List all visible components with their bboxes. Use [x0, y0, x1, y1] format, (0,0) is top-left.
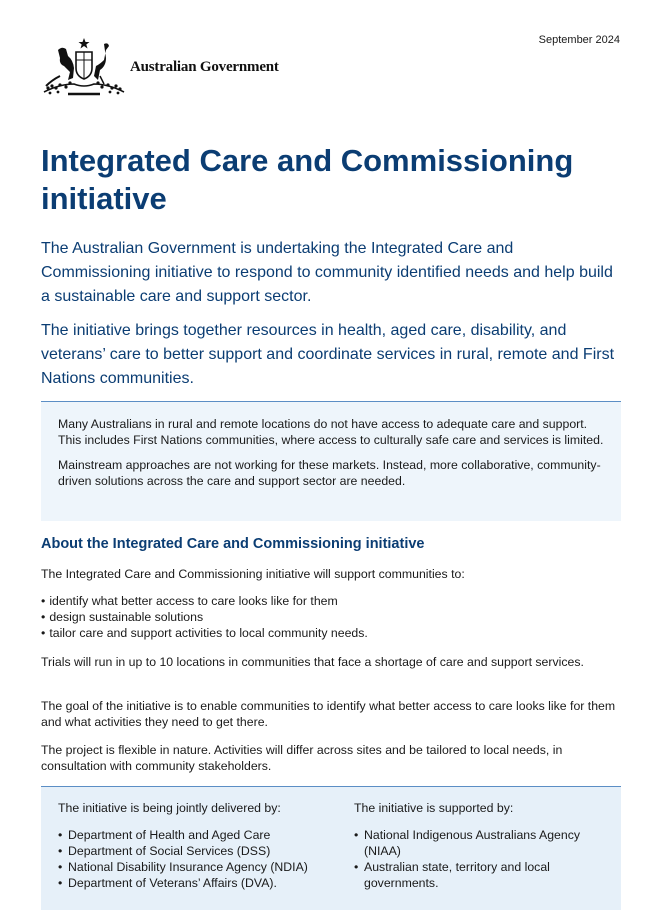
supported-by-heading: The initiative is supported by:	[354, 801, 514, 815]
coat-of-arms-icon	[40, 36, 128, 98]
list-item: • National Disability Insurance Agency (NDIA)	[58, 859, 354, 875]
list-item: • Department of Veterans’ Affairs (DVA).	[58, 875, 354, 891]
goal-paragraph: The goal of the initiative is to enable communities to identify what better access to care looks like for them and what activities they need to get there.	[41, 699, 616, 729]
intro-paragraph: The Australian Government is undertaking the Integrated Care and Commissioning initiative to respond to community identified needs and help build a sustainable care and support sector.	[41, 240, 613, 305]
list-item: • design sustainable solutions	[41, 609, 368, 625]
trials-paragraph: Trials will run in up to 10 locations in communities that face a shortage of care and support services.	[41, 655, 584, 669]
list-item: • tailor care and support activities to local community needs.	[41, 625, 368, 641]
support-bullet-list	[41, 593, 368, 641]
delivered-by-heading: The initiative is being jointly delivered by:	[58, 801, 281, 815]
context-callout-box	[41, 401, 621, 521]
government-name: Australian Government	[130, 58, 279, 75]
delivered-by-list	[58, 827, 354, 891]
about-section-heading: About the Integrated Care and Commissioning initiative	[41, 536, 425, 552]
supported-by-column	[354, 800, 604, 910]
list-item: • Department of Health and Aged Care	[58, 827, 354, 843]
publication-date: September 2024	[538, 34, 620, 46]
supported-by-list	[354, 827, 604, 891]
delivery-partners-box	[41, 786, 621, 910]
about-lead-paragraph: The Integrated Care and Commissioning initiative will support communities to:	[41, 567, 465, 581]
list-item: • Department of Social Services (DSS)	[58, 843, 354, 859]
project-paragraph: The project is flexible in nature. Activities will differ across sites and be tailored to local needs, in consultation with community stakeholders.	[41, 743, 563, 773]
callout-paragraph: Many Australians in rural and remote locations do not have access to adequate care and support. This includes First Nations communities, where access to culturally safe care and services is limited.	[58, 417, 604, 447]
government-logo	[40, 36, 279, 98]
list-item: • identify what better access to care looks like for them	[41, 593, 368, 609]
delivered-by-column	[58, 800, 354, 910]
page-title: Integrated Care and Commissioning initiative	[41, 143, 574, 216]
list-item: • National Indigenous Australians Agency (NIAA)	[354, 827, 604, 859]
intro-paragraph: The initiative brings together resources in health, aged care, disability, and veterans’ care to better support and coordinate services in rural, remote and First Nations communities.	[41, 322, 615, 387]
list-item: • Australian state, territory and local governments.	[354, 859, 604, 891]
callout-paragraph: Mainstream approaches are not working for these markets. Instead, more collaborative, community-driven solutions across the care and support sector are needed.	[58, 458, 601, 488]
